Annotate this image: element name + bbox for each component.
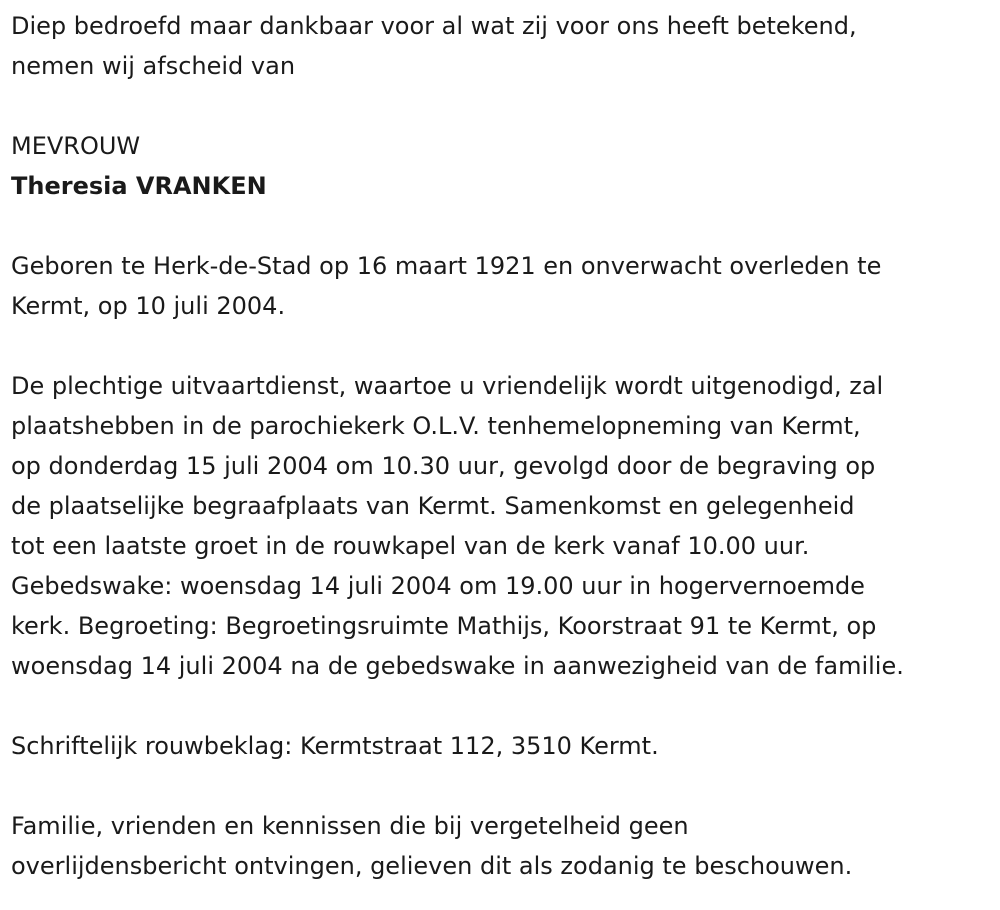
birth-death-paragraph — [11, 246, 996, 326]
service-paragraph — [11, 366, 996, 686]
service-line: kerk. Begroeting: Begroetingsruimte Mathijs, Koorstraat 91 te Kermt, op — [11, 612, 877, 640]
honorific-title: MEVROUW — [11, 132, 141, 160]
service-line: De plechtige uitvaartdienst, waartoe u vriendelijk wordt uitgenodigd, zal — [11, 372, 884, 400]
service-line: plaatshebben in de parochiekerk O.L.V. tenhemelopneming van Kermt, — [11, 412, 861, 440]
service-line: woensdag 14 juli 2004 na de gebedswake in aanwezigheid van de familie. — [11, 652, 904, 680]
birth-line: Kermt, op 10 juli 2004. — [11, 292, 286, 320]
intro-line: nemen wij afscheid van — [11, 52, 296, 80]
closing-paragraph — [11, 806, 996, 886]
intro-line: Diep bedroefd maar dankbaar voor al wat zij voor ons heeft betekend, — [11, 12, 857, 40]
obituary-notice — [11, 6, 996, 886]
birth-line: Geboren te Herk-de-Stad op 16 maart 1921 en onverwacht overleden te — [11, 252, 882, 280]
closing-line: Familie, vrienden en kennissen die bij vergetelheid geen — [11, 812, 689, 840]
condolence-address: Schriftelijk rouwbeklag: Kermtstraat 112, 3510 Kermt. — [11, 732, 659, 760]
closing-line: overlijdensbericht ontvingen, gelieven dit als zodanig te beschouwen. — [11, 852, 853, 880]
service-line: Gebedswake: woensdag 14 juli 2004 om 19.00 uur in hogervernoemde — [11, 572, 865, 600]
deceased-name: Theresia VRANKEN — [11, 172, 267, 200]
service-line: op donderdag 15 juli 2004 om 10.30 uur, gevolgd door de begraving op — [11, 452, 876, 480]
service-line: de plaatselijke begraafplaats van Kermt. Samenkomst en gelegenheid — [11, 492, 855, 520]
intro-paragraph — [11, 6, 996, 86]
service-line: tot een laatste groet in de rouwkapel van de kerk vanaf 10.00 uur. — [11, 532, 810, 560]
